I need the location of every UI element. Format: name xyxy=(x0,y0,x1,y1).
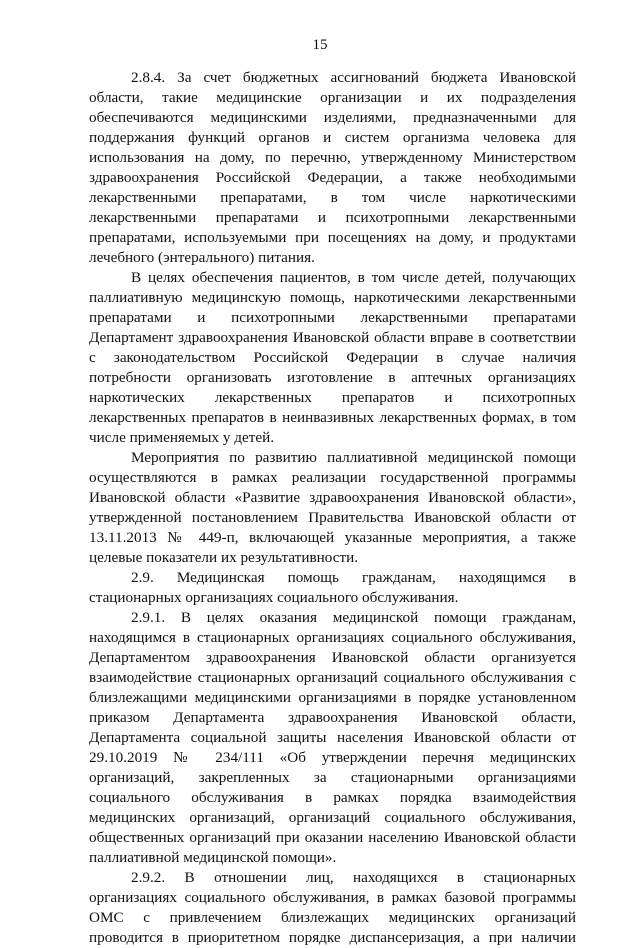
text-line: здравоохранения Российской Федерации, а также необходимыми xyxy=(89,169,576,186)
text-line: паллиативную медицинскую помощь, наркотическими лекарственными xyxy=(89,289,576,306)
text-line: 2.9.1. В целях оказания медицинской помощи гражданам, xyxy=(131,609,576,626)
text-line: взаимодействие стационарных организаций социального обслуживания с xyxy=(89,669,576,686)
text-line: лекарственных препаратов в неинвазивных лекарственных формах, в том xyxy=(89,409,576,426)
text-line: 2.9.2. В отношении лиц, находящихся в стационарных xyxy=(131,869,576,886)
text-line: лекарственными препаратами, в том числе наркотическими xyxy=(89,189,576,206)
text-line: находящимся в стационарных организациях социального обслуживания, xyxy=(89,629,576,646)
text-line: наркотических лекарственных препаратов и психотропных xyxy=(89,389,576,406)
text-line: утвержденной постановлением Правительства Ивановской области от xyxy=(89,509,576,526)
text-line: Департамента социальной защиты населения Ивановской области от xyxy=(89,729,576,746)
text-line: организаций, закрепленных за стационарными организациями xyxy=(89,769,576,786)
text-line: близлежащими медицинскими организациями в порядке установленном xyxy=(89,689,576,706)
text-line: препаратами, используемыми при посещениях на дому, и продуктами xyxy=(89,229,576,246)
text-line: приказом Департамента здравоохранения Ивановской области, xyxy=(89,709,576,726)
text-line: Департамент здравоохранения Ивановской области вправе в соответствии xyxy=(89,329,576,346)
text-line: лекарственными препаратами и психотропными лекарственными xyxy=(89,209,576,226)
text-line: лечебного (энтерального) питания. xyxy=(89,249,315,266)
text-line: В целях обеспечения пациентов, в том числе детей, получающих xyxy=(131,269,576,286)
text-line: организациях социального обслуживания, в рамках базовой программы xyxy=(89,889,576,906)
text-line: препаратами и психотропными лекарственными препаратами xyxy=(89,309,576,326)
text-line: проводится в приоритетном порядке диспансеризация, а при наличии xyxy=(89,929,576,946)
text-line: числе применяемых у детей. xyxy=(89,429,275,446)
text-line: Мероприятия по развитию паллиативной медицинской помощи xyxy=(131,449,576,466)
text-line: общественных организаций при оказании населению Ивановской области xyxy=(89,829,576,846)
text-line: паллиативной медицинской помощи». xyxy=(89,849,337,866)
text-line: области, такие медицинские организации и их подразделения xyxy=(89,89,576,106)
section-heading-line: 2.9. Медицинская помощь гражданам, находящимся в xyxy=(131,569,576,586)
text-line: использования на дому, по перечню, утвержденному Министерством xyxy=(89,149,576,166)
text-line: осуществляются в рамках реализации государственной программы xyxy=(89,469,576,486)
text-line: с законодательством Российской Федерации в случае наличия xyxy=(89,349,576,366)
section-heading-line: стационарных организациях социального обслуживания. xyxy=(89,589,459,606)
text-line: социального обслуживания в рамках порядка взаимодействия xyxy=(89,789,576,806)
text-line: поддержания функций органов и систем организма человека для xyxy=(89,129,576,146)
text-line: Ивановской области «Развитие здравоохранения Ивановской области», xyxy=(89,489,576,506)
text-line: 2.8.4. За счет бюджетных ассигнований бюджета Ивановской xyxy=(131,69,576,86)
text-line: 29.10.2019 № 234/111 «Об утверждении перечня медицинских xyxy=(89,749,576,766)
body-text xyxy=(89,68,576,948)
text-line: потребности организовать изготовление в аптечных организациях xyxy=(89,369,576,386)
text-line: 13.11.2013 № 449-п, включающей указанные мероприятия, а также xyxy=(89,529,576,546)
text-line: ОМС с привлечением близлежащих медицинских организаций xyxy=(89,909,576,926)
page-number: 15 xyxy=(312,37,328,53)
text-line: обеспечиваются медицинскими изделиями, предназначенными для xyxy=(89,109,576,126)
text-line: Департаментом здравоохранения Ивановской области организуется xyxy=(89,649,576,666)
text-line: целевые показатели их результативности. xyxy=(89,549,359,566)
text-line: медицинских организаций, организаций социального обслуживания, xyxy=(89,809,576,826)
